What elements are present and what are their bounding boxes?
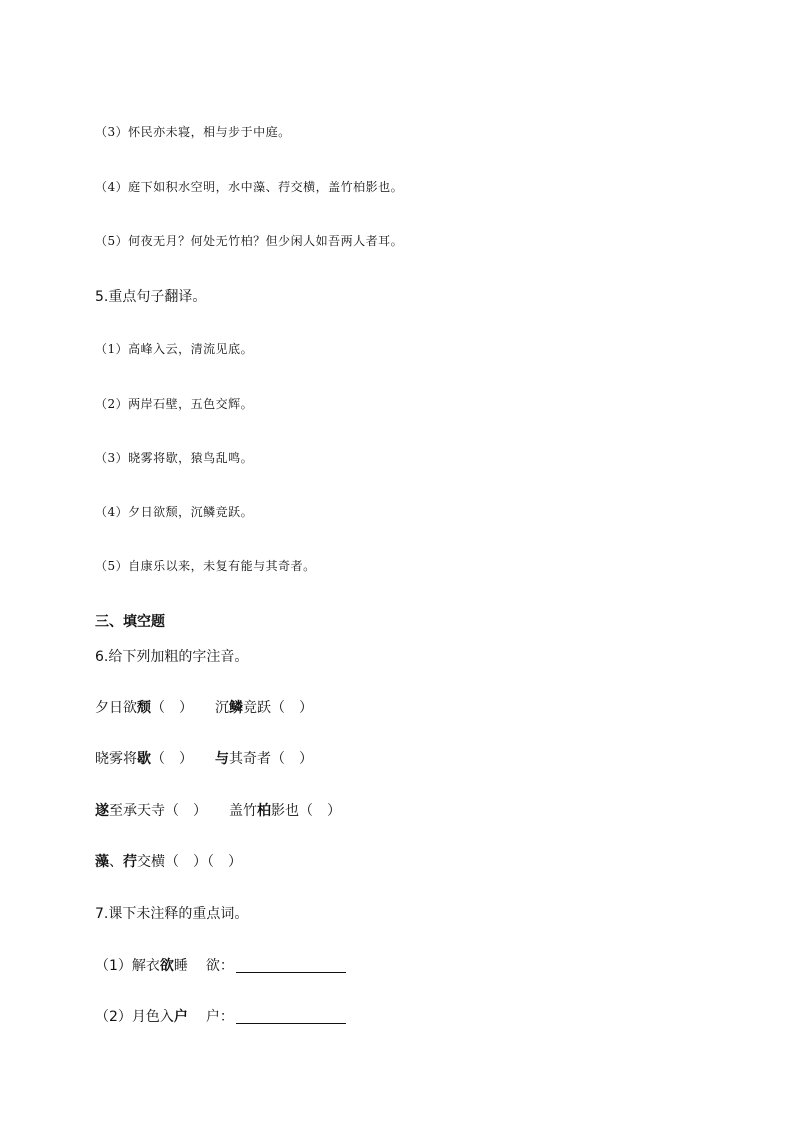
translation-item-1: （1）高峰入云，清流见底。 (95, 342, 254, 356)
pinyin-row-1 (95, 697, 313, 717)
vocab1-suffix: 睡 (173, 958, 188, 974)
row4-a-post: 交横（ ）（ ） (137, 854, 242, 870)
row2-b-post: 其奇者（ ） (229, 751, 313, 767)
pinyin-row-4 (95, 851, 242, 871)
sentence-item-5: （5）何夜无月？何处无竹柏？但少闲人如吾两人者耳。 (95, 234, 404, 248)
vocab1-bold: 欲 (159, 958, 174, 974)
row1-a-bold: 颓 (137, 700, 151, 716)
vocab2-word: 户： (205, 1009, 234, 1025)
translation-item-4: （4）夕日欲颓，沉鳞竞跃。 (95, 505, 254, 519)
vocab2-prefix: （2）月色入 (95, 1009, 174, 1025)
row3-b-post: 影也（ ） (271, 803, 341, 819)
question-7-title: 7.课下未注释的重点词。 (95, 906, 249, 922)
vocab1-answer-blank[interactable] (236, 958, 346, 973)
vocab1-word: 欲： (205, 958, 234, 974)
row4-a-bold1: 藻 (95, 854, 109, 870)
row4-a-bold2: 荇 (123, 854, 137, 870)
row2-b-bold: 与 (215, 751, 229, 767)
vocab2-bold: 户 (173, 1009, 188, 1025)
translation-item-5: （5）自康乐以来，未复有能与其奇者。 (95, 559, 316, 573)
row3-b-bold: 柏 (257, 803, 271, 819)
row1-a-post: （ ） (151, 700, 193, 716)
translation-item-3: （3）晓雾将歇，猿鸟乱鸣。 (95, 451, 254, 465)
row1-b-post: 竞跃（ ） (243, 700, 313, 716)
row2-a-pre: 晓雾将 (95, 751, 137, 767)
vocab-item-2 (95, 1006, 346, 1026)
row2-a-bold: 歇 (137, 751, 151, 767)
pinyin-row-2 (95, 748, 313, 768)
row1-a-pre: 夕日欲 (95, 700, 137, 716)
vocab2-answer-blank[interactable] (236, 1009, 346, 1024)
sentence-item-4: （4）庭下如积水空明，水中藻、荇交横，盖竹柏影也。 (95, 180, 404, 194)
vocab-item-1 (95, 955, 346, 975)
vocab1-prefix: （1）解衣 (95, 958, 160, 974)
sentence-item-3: （3）怀民亦未寝，相与步于中庭。 (95, 125, 291, 139)
row3-b-pre: 盖竹 (229, 803, 257, 819)
section-3-heading: 三、填空题 (95, 614, 165, 630)
pinyin-row-3 (95, 800, 341, 820)
row2-a-post: （ ） (151, 751, 193, 767)
row1-b-bold: 鳞 (229, 700, 243, 716)
row4-a-mid: 、 (109, 854, 123, 870)
question-5-title: 5.重点句子翻译。 (95, 289, 207, 305)
translation-item-2: （2）两岸石壁，五色交辉。 (95, 397, 254, 411)
row1-b-pre: 沉 (215, 700, 229, 716)
row3-a-post: 至承天寺（ ） (109, 803, 207, 819)
row3-a-bold: 遂 (95, 803, 109, 819)
question-6-title: 6.给下列加粗的字注音。 (95, 649, 249, 665)
